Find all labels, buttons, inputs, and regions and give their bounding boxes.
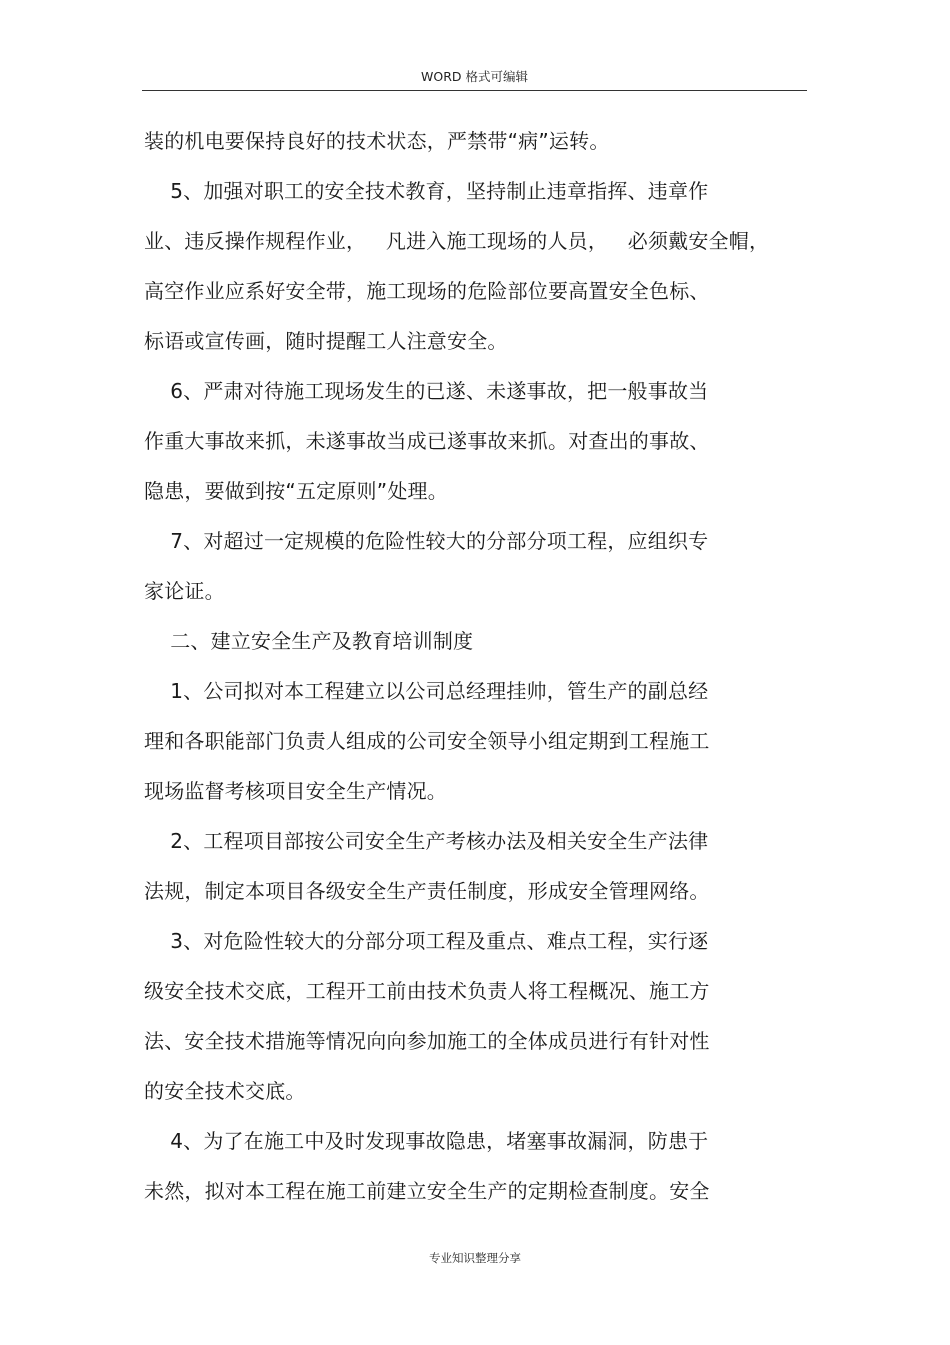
body-line: 标语或宣传画，随时提醒工人注意安全。	[144, 329, 508, 353]
body-line: 级安全技术交底，工程开工前由技术负责人将工程概况、施工方	[144, 979, 710, 1003]
body-line: 法、安全技术措施等情况向向参加施工的全体成员进行有针对性	[144, 1029, 710, 1053]
body-line: 7、对超过一定规模的危险性较大的分部分项工程，应组织专	[144, 529, 709, 553]
body-line: 的安全技术交底。	[144, 1079, 306, 1103]
body-line: 2、工程项目部按公司安全生产考核办法及相关安全生产法律	[144, 829, 709, 853]
body-line: 隐患，要做到按“五定原则”处理。	[144, 479, 448, 503]
body-line: 4、为了在施工中及时发现事故隐患，堵塞事故漏洞，防患于	[144, 1129, 709, 1153]
page-footer: 专业知识整理分享	[429, 1251, 521, 1265]
body-line: 作重大事故来抓，未遂事故当成已遂事故来抓。对查出的事故、	[144, 429, 710, 453]
body-line: 3、对危险性较大的分部分项工程及重点、难点工程，实行逐	[144, 929, 709, 953]
body-line: 业、违反操作规程作业， 凡进入施工现场的人员， 必须戴安全帽，	[144, 229, 770, 253]
body-line: 未然，拟对本工程在施工前建立安全生产的定期检查制度。安全	[144, 1179, 710, 1203]
section-heading: 二、建立安全生产及教育培训制度	[144, 629, 474, 653]
header-divider	[142, 90, 807, 91]
body-line: 法规，制定本项目各级安全生产责任制度，形成安全管理网络。	[144, 879, 710, 903]
body-line: 高空作业应系好安全带，施工现场的危险部位要高置安全色标、	[144, 279, 710, 303]
page-header: WORD 格式可编辑	[421, 69, 528, 84]
body-line: 6、严肃对待施工现场发生的已遂、未遂事故，把一般事故当	[144, 379, 709, 403]
body-line: 1、公司拟对本工程建立以公司总经理挂帅，管生产的副总经	[144, 679, 709, 703]
body-line: 现场监督考核项目安全生产情况。	[144, 779, 447, 803]
body-line: 5、加强对职工的安全技术教育，坚持制止违章指挥、违章作	[144, 179, 709, 203]
body-line: 装的机电要保持良好的技术状态，严禁带“病”运转。	[144, 129, 610, 153]
body-line: 家论证。	[144, 579, 225, 603]
body-line: 理和各职能部门负责人组成的公司安全领导小组定期到工程施工	[144, 729, 710, 753]
